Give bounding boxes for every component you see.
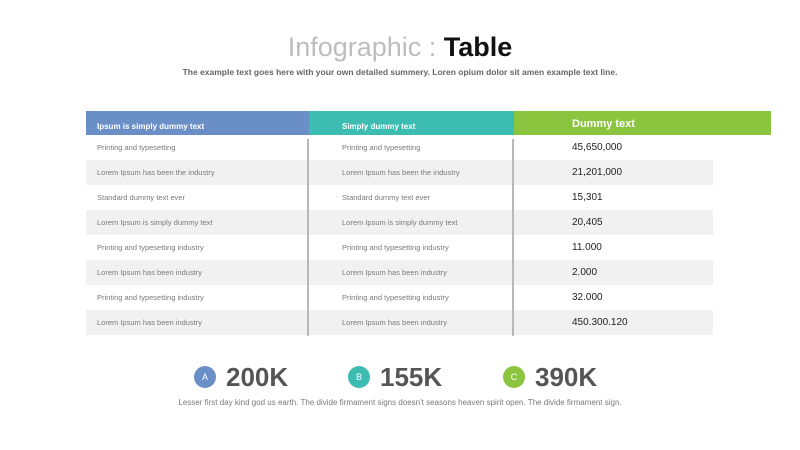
table-cell-col-1: Lorem Ipsum has been industry: [97, 268, 203, 277]
table-cell-col-1: Printing and typesetting industry: [97, 293, 204, 302]
column-divider-2: [512, 139, 514, 336]
table-cell-col-2: Lorem Ipsum has been industry: [342, 318, 448, 327]
title-bold-text: Table: [443, 32, 513, 62]
table-cell-col-1: Lorem Ipsum is simply dummy text: [97, 218, 213, 227]
table-cell-col-2: Lorem Ipsum is simply dummy text: [342, 218, 458, 227]
table-row: [86, 285, 713, 310]
table-body: [86, 135, 713, 335]
table-cell-col-3: 15,301: [572, 192, 603, 203]
table-row: [86, 185, 713, 210]
table-cell-col-3: 21,201,000: [572, 167, 623, 178]
table-cell-col-1: Standard dummy text ever: [97, 193, 185, 202]
stat-c-value: 390K: [535, 362, 598, 392]
table-header-col-2: Simply dummy text: [309, 111, 536, 135]
table-cell-col-3: 32.000: [572, 292, 603, 303]
table-row: [86, 235, 713, 260]
table-cell-col-2: Lorem Ipsum has been industry: [342, 268, 448, 277]
stat-b-circle-icon: B: [348, 366, 370, 388]
table-cell-col-3: 45,650,000: [572, 142, 623, 153]
table-cell-col-1: Lorem Ipsum has been industry: [97, 318, 203, 327]
table-header-col-3: Dummy text: [514, 111, 771, 135]
column-divider-1: [307, 139, 309, 336]
table-row: [86, 260, 713, 285]
stat-b-value: 155K: [380, 362, 443, 392]
table-cell-col-1: Printing and typesetting: [97, 143, 176, 152]
table-cell-col-3: 2.000: [572, 267, 598, 278]
table-cell-col-2: Printing and typesetting industry: [342, 293, 449, 302]
slide-subtitle: The example text goes here with your own detailed summery. Loren opium dolor sit amen example text line.: [182, 67, 618, 77]
table-cell-col-3: 11.000: [572, 242, 602, 253]
table-row: [86, 310, 713, 335]
stat-a-value: 200K: [226, 362, 289, 392]
table-cell-col-3: 450.300.120: [572, 317, 628, 328]
table-cell-col-2: Printing and typesetting: [342, 143, 421, 152]
table-cell-col-2: Standard dummy text ever: [342, 193, 430, 202]
table-cell-col-1: Printing and typesetting industry: [97, 243, 204, 252]
table-cell-col-2: Printing and typesetting industry: [342, 243, 449, 252]
stat-c-circle-icon: C: [503, 366, 525, 388]
table-cell-col-2: Lorem Ipsum has been the industry: [342, 168, 460, 177]
slide-footer-text: Lesser first day kind god us earth. The divide firmament signs doesn't seasons heaven spirit open. The divide firmament sign.: [178, 398, 622, 407]
table-row: [86, 135, 713, 160]
title-light-text: Infographic :: [287, 32, 444, 62]
table-cell-col-3: 20,405: [572, 217, 603, 228]
table-row: [86, 210, 713, 235]
stat-a-circle-icon: A: [194, 366, 216, 388]
table-header-row: [86, 111, 713, 135]
data-table: [86, 111, 713, 335]
slide-title: [0, 30, 800, 64]
stats-row: [0, 360, 800, 394]
table-header-col-1: Ipsum is simply dummy text: [86, 111, 318, 135]
table-cell-col-1: Lorem Ipsum has been the industry: [97, 168, 215, 177]
table-row: [86, 160, 713, 185]
